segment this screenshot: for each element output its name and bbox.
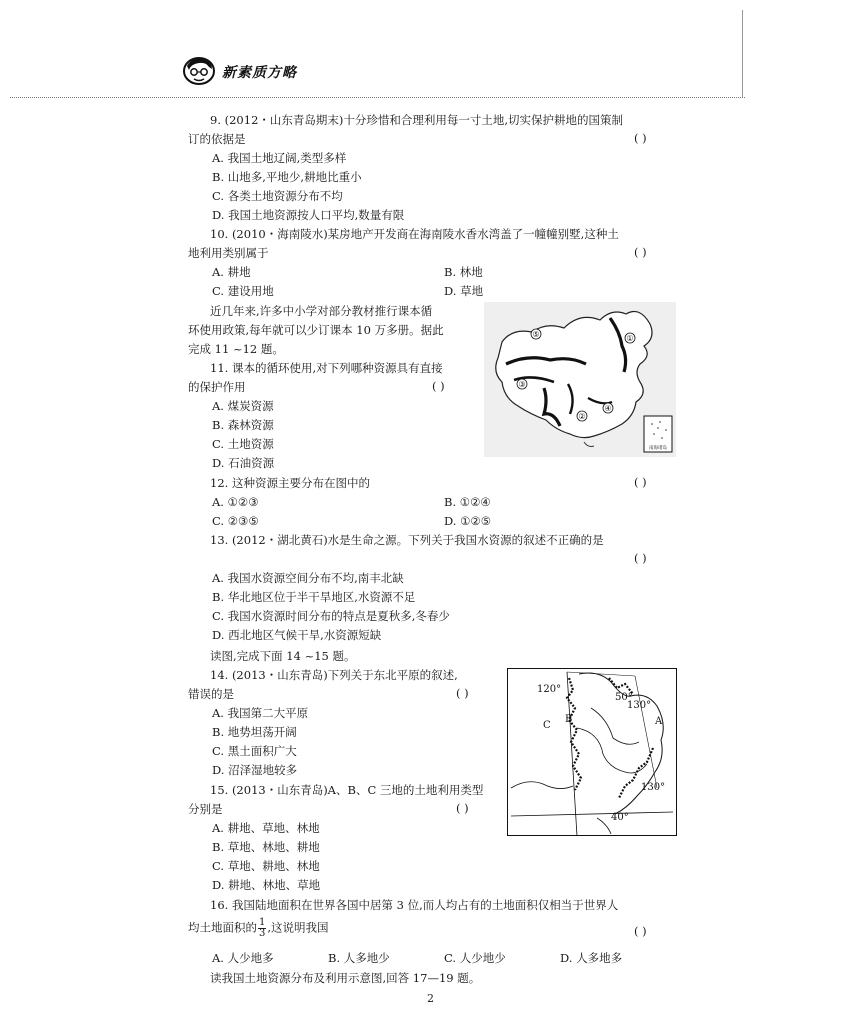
q12-stem: 12. 这种资源主要分布在图中的 <box>210 476 370 490</box>
map1-label-3: ③ <box>518 380 526 389</box>
q16-stem-part2: ,这说明我国 <box>267 920 329 935</box>
q11-option-b[interactable]: B. 森林资源 <box>212 418 274 432</box>
point-c-label: C <box>543 720 551 731</box>
q15-answer-blank[interactable]: ( ) <box>456 801 469 815</box>
q10-option-b[interactable]: B. 林地 <box>444 265 483 279</box>
q11-option-a[interactable]: A. 煤炭资源 <box>212 399 274 413</box>
lon-120-label: 120° <box>537 684 562 695</box>
q15-stem-line1: 15. (2013・山东青岛)A、B、C 三地的土地利用类型 <box>210 783 484 797</box>
q16-stem-line2 <box>188 918 329 939</box>
lon-130-top-label: 130° <box>627 700 652 711</box>
q16-option-b[interactable]: B. 人多地少 <box>328 951 390 965</box>
q9-answer-blank[interactable]: ( ) <box>634 131 647 145</box>
q16-option-c[interactable]: C. 人少地少 <box>444 951 506 965</box>
header-dotted-rule <box>10 97 745 98</box>
q10-answer-blank[interactable]: ( ) <box>634 245 647 259</box>
q16-option-a[interactable]: A. 人少地多 <box>212 951 274 965</box>
intro-14-15: 读图,完成下面 14 ~15 题。 <box>210 649 356 663</box>
q10-stem-line1: 10. (2010・海南陵水)某房地产开发商在海南陵水香水湾盖了一幢幢别墅,这种土 <box>210 227 619 241</box>
q14-option-d[interactable]: D. 沼泽湿地较多 <box>212 763 298 777</box>
point-a-label: A <box>655 716 663 727</box>
q11-option-d[interactable]: D. 石油资源 <box>212 456 275 470</box>
q15-option-d[interactable]: D. 耕地、林地、草地 <box>212 878 321 892</box>
q9-stem-line1: 9. (2012・山东青岛期末)十分珍惜和合理利用每一寸土地,切实保护耕地的国策制 <box>210 113 624 127</box>
q11-stem-line1: 11. 课本的循环使用,对下列哪种资源具有直接 <box>210 361 443 375</box>
lat-40-label: 40° <box>611 812 629 823</box>
q16-stem-part1: 均土地面积的 <box>188 920 257 935</box>
page-number: 2 <box>427 992 434 1005</box>
china-forest-resource-map <box>484 302 676 457</box>
q9-stem-line2: 订的依据是 <box>188 132 246 146</box>
intro-11-12-line2: 环使用政策,每年就可以少订课本 10 万多册。据此 <box>188 323 444 337</box>
q11-option-c[interactable]: C. 土地资源 <box>212 437 274 451</box>
lon-130-bottom-label: 130° <box>641 782 666 793</box>
q15-stem-line2: 分别是 <box>188 802 223 816</box>
q12-option-a[interactable]: A. ①②③ <box>212 495 259 509</box>
q13-stem: 13. (2012・湖北黄石)水是生命之源。下列关于我国水资源的叙述不正确的是 <box>210 533 604 547</box>
inset-label: 南海诸岛 <box>649 446 667 451</box>
q10-option-a[interactable]: A. 耕地 <box>212 265 251 279</box>
q9-option-b[interactable]: B. 山地多,平地少,耕地比重小 <box>212 170 362 184</box>
q16-answer-blank[interactable]: ( ) <box>634 924 647 938</box>
q16-option-d[interactable]: D. 人多地多 <box>560 951 623 965</box>
q11-answer-blank[interactable]: ( ) <box>432 379 445 393</box>
q12-option-b[interactable]: B. ①②④ <box>444 495 491 509</box>
q9-option-c[interactable]: C. 各类土地资源分布不均 <box>212 189 343 203</box>
intro-17-19: 读我国土地资源分布及利用示意图,回答 17—19 题。 <box>210 971 481 985</box>
q14-option-a[interactable]: A. 我国第二大平原 <box>212 706 309 720</box>
q15-option-b[interactable]: B. 草地、林地、耕地 <box>212 840 320 854</box>
one-third-fraction <box>258 918 266 939</box>
intro-11-12-line1: 近几年来,许多中小学对部分教材推行课本循 <box>210 304 433 318</box>
brand-logo-icon <box>182 56 216 86</box>
map1-label-5: ⑤ <box>532 330 540 339</box>
lat-50-label: 50° <box>615 692 633 703</box>
q13-option-b[interactable]: B. 华北地区位于半干旱地区,水资源不足 <box>212 590 416 604</box>
map1-label-4: ④ <box>604 404 612 413</box>
q9-option-d[interactable]: D. 我国土地资源按人口平均,数量有限 <box>212 208 405 222</box>
q12-answer-blank[interactable]: ( ) <box>634 475 647 489</box>
map1-label-1: ① <box>626 334 634 343</box>
northeast-plain-map <box>507 668 677 836</box>
q14-stem-line2: 错误的是 <box>188 687 234 701</box>
q10-stem-line2: 地利用类别属于 <box>188 246 269 260</box>
point-b-label: B <box>565 714 573 725</box>
q12-option-d[interactable]: D. ①②⑤ <box>444 514 492 528</box>
q12-option-c[interactable]: C. ②③⑤ <box>212 514 259 528</box>
q15-option-c[interactable]: C. 草地、耕地、林地 <box>212 859 320 873</box>
q13-option-a[interactable]: A. 我国水资源空间分布不均,南丰北缺 <box>212 571 404 585</box>
q14-option-c[interactable]: C. 黑土面积广大 <box>212 744 297 758</box>
fraction-denominator: 3 <box>259 928 266 939</box>
map1-label-2: ② <box>578 412 586 421</box>
q16-stem-line1: 16. 我国陆地面积在世界各国中居第 3 位,而人均占有的土地面积仅相当于世界人 <box>210 898 619 912</box>
q14-answer-blank[interactable]: ( ) <box>456 686 469 700</box>
intro-11-12-line3: 完成 11 ~12 题。 <box>188 342 284 356</box>
q13-option-c[interactable]: C. 我国水资源时间分布的特点是夏秋多,冬春少 <box>212 609 450 623</box>
q9-option-a[interactable]: A. 我国土地辽阔,类型多样 <box>212 151 347 165</box>
q14-stem-line1: 14. (2013・山东青岛)下列关于东北平原的叙述, <box>210 668 458 682</box>
q10-option-c[interactable]: C. 建设用地 <box>212 284 274 298</box>
q13-answer-blank[interactable]: ( ) <box>634 551 647 565</box>
q13-option-d[interactable]: D. 西北地区气候干旱,水资源短缺 <box>212 628 382 642</box>
fraction-numerator: 1 <box>259 917 266 928</box>
q11-stem-line2: 的保护作用 <box>188 380 246 394</box>
q10-option-d[interactable]: D. 草地 <box>444 284 484 298</box>
q15-option-a[interactable]: A. 耕地、草地、林地 <box>212 821 320 835</box>
q14-option-b[interactable]: B. 地势坦荡开阔 <box>212 725 297 739</box>
brand-name: 新素质方略 <box>222 65 297 81</box>
header-vertical-rule <box>742 10 743 98</box>
